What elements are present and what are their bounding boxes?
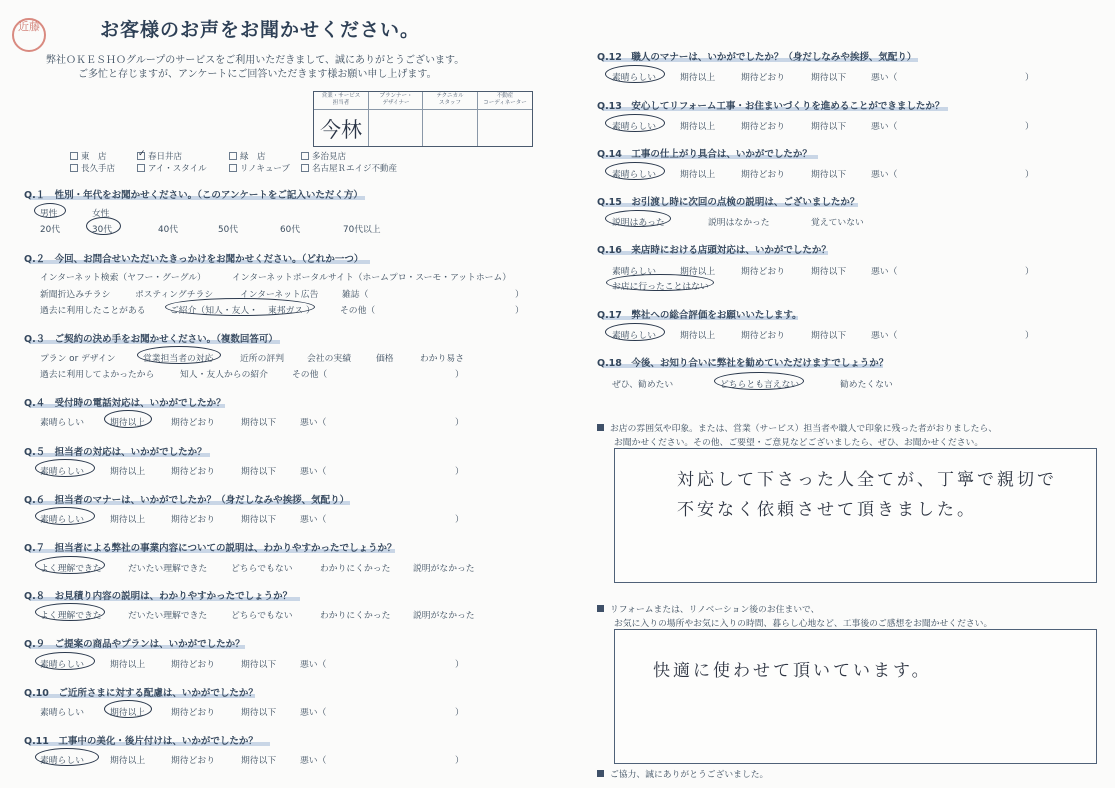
q11-option[interactable]: 悪い（ — [300, 756, 327, 766]
q2-paren: ） — [515, 306, 524, 316]
q16-option[interactable]: 素晴らしい — [612, 267, 656, 277]
q6-paren: ） — [455, 515, 464, 525]
q10-option[interactable]: 期待どおり — [171, 708, 215, 718]
q7-option[interactable]: 説明がなかった — [413, 564, 475, 574]
q1-age-option[interactable]: 50代 — [218, 225, 238, 235]
q12-option[interactable]: 悪い（ — [871, 73, 898, 83]
q2-option[interactable]: 過去に利用したことがある — [40, 306, 146, 316]
q5-option[interactable]: 悪い（ — [300, 467, 327, 477]
q17-paren: ） — [1025, 331, 1034, 341]
q12-title: Q.12 職人のマナーは、いかがでしたか？（身だしなみや挨拶、気配り） — [597, 52, 917, 63]
q1-title: Q.１ 性別・年代をお聞かせください。（このアンケートをご記入いただく方） — [24, 190, 363, 201]
q3-option[interactable]: その他（ — [292, 370, 328, 380]
q4-option[interactable]: 素晴らしい — [40, 418, 84, 428]
q8-option[interactable]: わかりにくかった — [320, 611, 391, 621]
q4-option[interactable]: 期待以上 — [110, 418, 146, 428]
q16-paren: ） — [1025, 267, 1034, 277]
comment1-answer-line-2: 不安なく依頼させて頂きました。 — [677, 500, 977, 520]
store-checkbox[interactable]: アイ・スタイル — [137, 162, 207, 174]
q10-option[interactable]: 悪い（ — [300, 708, 327, 718]
q4-option[interactable]: 期待以下 — [241, 418, 277, 428]
staff-header-planner: プランナー・ デザイナー — [379, 93, 413, 106]
q12-paren: ） — [1025, 73, 1034, 83]
q3-option[interactable]: 会社の実績 — [307, 354, 351, 364]
q13-option[interactable]: 素晴らしい — [612, 122, 656, 132]
q6-title: Q.６ 担当者のマナーは、いかがでしたか？（身だしなみや挨拶、気配り） — [24, 495, 350, 506]
q2-option[interactable]: その他（ — [340, 306, 376, 316]
q17-option[interactable]: 素晴らしい — [612, 331, 656, 341]
staff-header-technical: テクニカル スタッフ — [436, 93, 464, 106]
q2-option[interactable]: インターネット広告 — [240, 290, 319, 300]
q1-age-option[interactable]: 40代 — [158, 225, 178, 235]
q3-option[interactable]: 営業担当者の対応 — [143, 354, 214, 364]
q1-age-option[interactable]: 60代 — [280, 225, 300, 235]
q6-option[interactable]: 素晴らしい — [40, 515, 84, 525]
q5-option[interactable]: 期待以上 — [110, 467, 146, 477]
q10-option[interactable]: 期待以下 — [241, 708, 277, 718]
q17-title: Q.17 弊社への総合評価をお願いいたします。 — [597, 310, 802, 321]
comment1-textarea[interactable] — [614, 448, 1097, 583]
q13-option[interactable]: 期待どおり — [741, 122, 785, 132]
q6-option[interactable]: 悪い（ — [300, 515, 327, 525]
q9-option[interactable]: 期待以上 — [110, 660, 146, 670]
footer-thanks: ご協力、誠にありがとうございました。 — [597, 767, 768, 780]
q4-option[interactable]: 悪い（ — [300, 418, 327, 428]
q11-option[interactable]: 期待以上 — [110, 756, 146, 766]
q1-age-option[interactable]: 30代 — [92, 225, 112, 235]
q7-title: Q.７ 担当者による弊社の事業内容についての説明は、わかりやすかったでしょうか？ — [24, 543, 397, 554]
q12-option[interactable]: 期待以下 — [811, 73, 847, 83]
comment1-prompt-2: お聞かせください。その他、ご要望・ご意見などございましたら、ぜひ、お聞かせください。 — [614, 438, 984, 448]
q2-option[interactable]: ご紹介（知人・友人・ — [170, 306, 258, 316]
intro-line-2: ご多忙と存じますが、アンケートにご回答いただきます様お願い申し上げます。 — [78, 69, 437, 80]
q17-option[interactable]: 期待以上 — [680, 331, 716, 341]
q14-title: Q.14 工事の仕上がり具合は、いかがでしたか？ — [597, 149, 812, 160]
q14-option[interactable]: 期待以下 — [811, 170, 847, 180]
q14-option[interactable]: 素晴らしい — [612, 170, 656, 180]
q16-option[interactable]: 悪い（ — [871, 267, 898, 277]
q11-paren: ） — [455, 756, 464, 766]
q16-option[interactable]: 期待以下 — [811, 267, 847, 277]
q3-paren: ） — [455, 370, 464, 380]
q3-title: Q.３ ご契約の決め手をお聞かせください。（複数回答可） — [24, 334, 278, 345]
q1-age-option[interactable]: 20代 — [40, 225, 60, 235]
q1-gender-female[interactable]: 女性 — [92, 209, 110, 219]
q8-option[interactable]: よく理解できた — [40, 611, 102, 621]
q18-title: Q.18 今後、お知り合いに弊社を勧めていただけますでしょうか？ — [597, 358, 889, 369]
q10-title: Q.10 ご近所さまに対する配慮は、いかがでしたか？ — [24, 688, 258, 699]
q12-option[interactable]: 期待以上 — [680, 73, 716, 83]
staff-table — [313, 91, 533, 147]
q15-title: Q.15 お引渡し時に次回の点検の説明は、ございましたか？ — [597, 197, 860, 208]
q13-option[interactable]: 悪い（ — [871, 122, 898, 132]
q15-option[interactable]: 説明はあった — [612, 218, 665, 228]
q14-option[interactable]: 期待以上 — [680, 170, 716, 180]
q2-option[interactable]: 新聞折込みチラシ — [40, 290, 111, 300]
q15-option[interactable]: 説明はなかった — [708, 218, 770, 228]
q13-paren: ） — [1025, 122, 1034, 132]
q14-option[interactable]: 悪い（ — [871, 170, 898, 180]
q10-paren: ） — [455, 708, 464, 718]
q17-option[interactable]: 期待どおり — [741, 331, 785, 341]
store-checkbox[interactable]: 長久手店 — [70, 162, 115, 174]
store-checkbox[interactable]: ✓ 春日井店 — [138, 149, 183, 162]
q13-option[interactable]: 期待以上 — [680, 122, 716, 132]
q2-referral-handwritten: 東邦ガス — [268, 306, 304, 316]
q3-option[interactable]: 知人・友人からの紹介 — [180, 370, 268, 380]
q16-option-never-visited[interactable]: お店に行ったことはない — [612, 282, 709, 292]
q7-option[interactable]: わかりにくかった — [320, 564, 391, 574]
q3-option[interactable]: 過去に利用してよかったから — [40, 370, 155, 380]
q11-title: Q.11 工事中の美化・後片付けは、いかがでしたか？ — [24, 736, 258, 747]
q16-option[interactable]: 期待以上 — [680, 267, 716, 277]
comment2-answer: 快適に使わせて頂いています。 — [653, 661, 932, 681]
q10-option[interactable]: 素晴らしい — [40, 708, 84, 718]
store-checkbox[interactable]: 緑 店 — [229, 150, 266, 162]
staff-header-realestate: 不動産 コーディネーター — [483, 93, 527, 106]
q18-option[interactable]: ぜひ、勧めたい — [612, 380, 674, 390]
q13-title: Q.13 安心してリフォーム工事・お住まいづくりを進めることができましたか？ — [597, 101, 945, 112]
q2-option[interactable]: インターネット検索（ヤフー・グーグル） — [40, 273, 206, 283]
intro-line-1: 弊社ＯＫＥＳＨＯグループのサービスをご利用いただきまして、誠にありがとうございます。 — [46, 55, 465, 66]
q12-option[interactable]: 素晴らしい — [612, 73, 656, 83]
q2-option[interactable]: インターネットポータルサイト（ホームプロ・スーモ・アットホーム） — [232, 273, 512, 283]
q11-option[interactable]: 期待どおり — [171, 756, 215, 766]
staff-name-handwritten: 今林 — [320, 118, 362, 142]
q8-option[interactable]: 説明がなかった — [413, 611, 475, 621]
q5-option[interactable]: 素晴らしい — [40, 467, 84, 477]
q9-title: Q.９ ご提案の商品やプランは、いかがでしたか？ — [24, 639, 245, 650]
store-checkbox[interactable]: リノキューブ — [229, 162, 290, 174]
q18-option[interactable]: 勧めたくない — [840, 380, 893, 390]
q5-option[interactable]: 期待どおり — [171, 467, 215, 477]
q4-paren: ） — [455, 418, 464, 428]
q15-option[interactable]: 覚えていない — [811, 218, 864, 228]
q2-title: Q.２ 今回、お問合せいただいたきっかけをお聞かせください。（どれか一つ） — [24, 254, 364, 265]
q2-option[interactable]: 雑誌（ — [342, 290, 369, 300]
company-seal: 近藤 — [12, 18, 46, 52]
store-checkbox[interactable]: 東 店 — [70, 150, 107, 162]
q9-option[interactable]: 素晴らしい — [40, 660, 84, 670]
q3-option[interactable]: わかり易さ — [420, 354, 464, 364]
q4-title: Q.４ 受付時の電話対応は、いかがでしたか？ — [24, 398, 226, 409]
q14-option[interactable]: 期待どおり — [741, 170, 785, 180]
q3-option[interactable]: 価格 — [376, 354, 394, 364]
q1-age-option[interactable]: 70代以上 — [343, 225, 381, 235]
q7-option[interactable]: どちらでもない — [231, 564, 293, 574]
q17-option[interactable]: 悪い（ — [871, 331, 898, 341]
q6-option[interactable]: 期待以下 — [241, 515, 277, 525]
q11-option[interactable]: 素晴らしい — [40, 756, 84, 766]
q12-option[interactable]: 期待どおり — [741, 73, 785, 83]
q16-option[interactable]: 期待どおり — [741, 267, 785, 277]
q2-paren: ） — [306, 306, 315, 316]
comment2-textarea[interactable] — [614, 629, 1097, 764]
q17-option[interactable]: 期待以下 — [811, 331, 847, 341]
q7-option[interactable]: よく理解できた — [40, 564, 102, 574]
q9-option[interactable]: 悪い（ — [300, 660, 327, 670]
store-checkbox[interactable]: 多治見店 — [301, 150, 346, 162]
staff-header-sales: 営業・サービス 担当者 — [321, 93, 361, 106]
q3-option[interactable]: プラン or デザイン — [40, 354, 116, 364]
comment2-prompt-2: お気に入りの場所やお気に入りの時間、暮らし心地など、工事後のご感想をお聞かせください。 — [614, 619, 993, 629]
q7-option[interactable]: だいたい理解できた — [128, 564, 208, 574]
q6-option[interactable]: 期待以上 — [110, 515, 146, 525]
q4-option[interactable]: 期待どおり — [171, 418, 215, 428]
q2-option[interactable]: ポスティングチラシ — [135, 290, 214, 300]
q3-option[interactable]: 近所の評判 — [240, 354, 284, 364]
q9-option[interactable]: 期待以下 — [241, 660, 277, 670]
store-checkbox[interactable]: 名古屋Ｒエイジ不動産 — [301, 162, 397, 174]
comment1-prompt-1: お店の雰囲気や印象。または、営業（サービス）担当者や職人で印象に残った者がおりましたら、 — [597, 421, 997, 434]
q2-paren: ） — [515, 290, 524, 300]
q14-paren: ） — [1025, 170, 1034, 180]
q8-title: Q.８ お見積り内容の説明は、わかりやすかったでしょうか？ — [24, 591, 293, 602]
q13-option[interactable]: 期待以下 — [811, 122, 847, 132]
q8-option[interactable]: どちらでもない — [231, 611, 293, 621]
q6-option[interactable]: 期待どおり — [171, 515, 215, 525]
q9-paren: ） — [455, 660, 464, 670]
q18-option[interactable]: どちらとも言えない — [720, 380, 800, 390]
q9-option[interactable]: 期待どおり — [171, 660, 215, 670]
q1-gender-male[interactable]: 男性 — [40, 209, 58, 219]
q5-paren: ） — [455, 467, 464, 477]
q8-option[interactable]: だいたい理解できた — [128, 611, 208, 621]
comment1-answer-line-1: 対応して下さった人全てが、丁寧で親切で — [677, 470, 1057, 490]
comment2-prompt-1: リフォームまたは、リノベーション後のお住まいで、 — [597, 602, 819, 615]
q10-option[interactable]: 期待以上 — [110, 708, 146, 718]
page-title: お客様のお声をお聞かせください。 — [100, 19, 421, 41]
q16-title: Q.16 来店時における店頭対応は、いかがでしたか？ — [597, 245, 831, 256]
q5-title: Q.５ 担当者の対応は、いかがでしたか？ — [24, 447, 207, 458]
q5-option[interactable]: 期待以下 — [241, 467, 277, 477]
q11-option[interactable]: 期待以下 — [241, 756, 277, 766]
